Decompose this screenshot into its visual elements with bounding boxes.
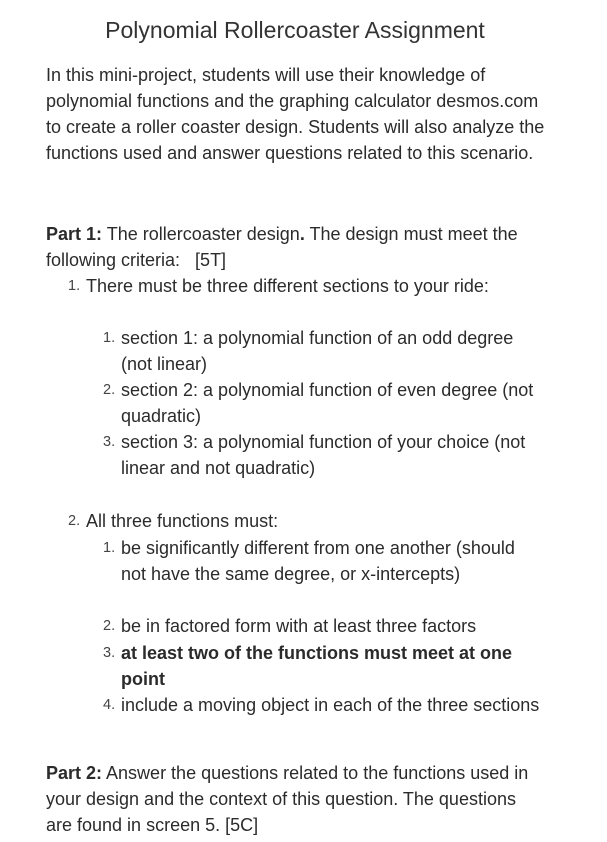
part2-text: Answer the questions related to the functions used in your design and the context of this question. The questions are found in screen 5. [5C] xyxy=(46,763,529,835)
sub-list-number: 2. xyxy=(103,618,116,634)
sub-list-number: 2. xyxy=(103,382,116,398)
list-item-text: There must be three different sections to your ride: xyxy=(86,276,489,296)
part1-paragraph xyxy=(46,221,546,273)
sub-list-item-text: section 2: a polynomial function of even degree (not quadratic) xyxy=(121,380,534,426)
list-number: 1. xyxy=(68,278,81,294)
sub-list-number: 4. xyxy=(103,697,116,713)
part1-dot: . xyxy=(299,224,305,244)
part1-text-a: The rollercoaster design xyxy=(102,224,300,244)
part2-label: Part 2: xyxy=(46,763,103,783)
sub-list-number: 1. xyxy=(103,540,116,556)
sub-list-item-text: section 3: a polynomial function of your choice (not linear and not quadratic) xyxy=(121,432,526,478)
list-number: 2. xyxy=(68,513,81,529)
sub-list-item-text: include a moving object in each of the three sections xyxy=(121,695,540,715)
sub-list-number: 3. xyxy=(103,645,116,661)
intro-paragraph: In this mini-project, students will use their knowledge of polynomial functions and the graphing calculator desmos.com to create a roller coaster design. Students will also analyze the functions used and answer questions related to this scenario. xyxy=(46,65,545,163)
sub-list-number: 3. xyxy=(103,434,116,450)
sub-list-item-text: section 1: a polynomial function of an odd degree (not linear) xyxy=(121,328,514,374)
sub-list-item-text: be significantly different from one another (should not have the same degree, or x-intercepts) xyxy=(121,538,515,584)
sub-list-item-text: be in factored form with at least three factors xyxy=(121,616,477,636)
list-item-text: All three functions must: xyxy=(86,511,279,531)
sub-list-item-text: at least two of the functions must meet at one point xyxy=(121,643,513,689)
part1-label: Part 1: xyxy=(46,224,103,244)
part1-text-b: The design must meet the following criteria: [5T] xyxy=(46,224,518,270)
sub-list-number: 1. xyxy=(103,330,116,346)
page-title: Polynomial Rollercoaster Assignment xyxy=(105,17,485,43)
part2-paragraph xyxy=(46,760,546,838)
